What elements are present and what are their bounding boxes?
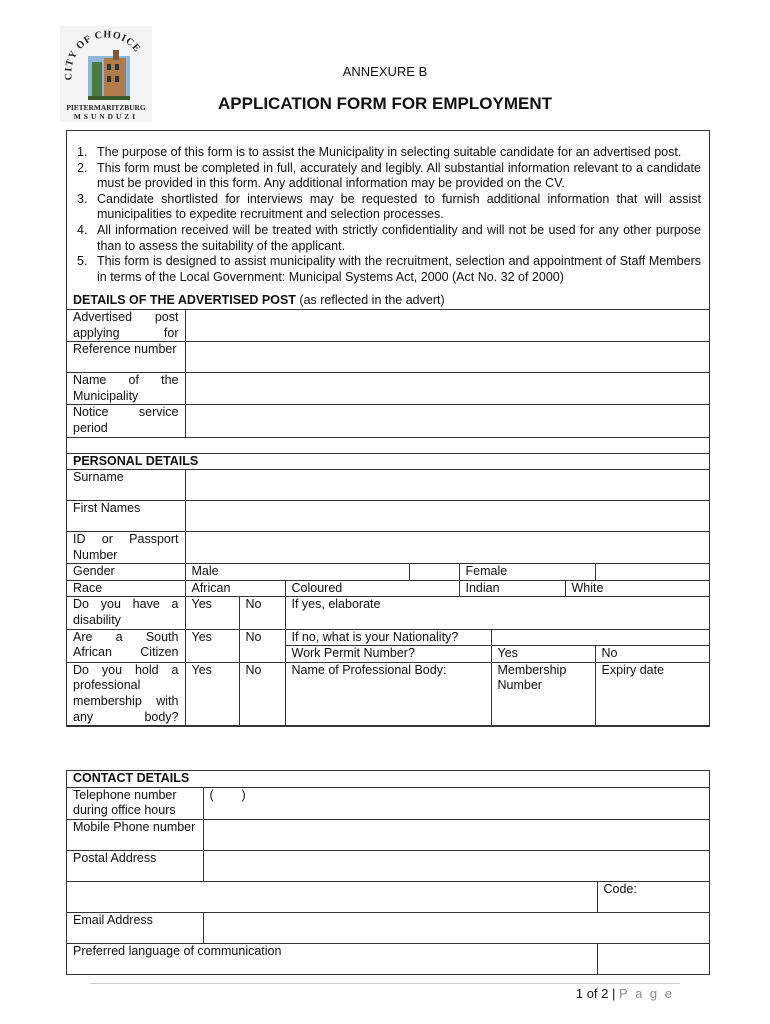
email-label: Email Address [67, 912, 203, 943]
surname-label: Surname [67, 470, 185, 501]
personal-details-heading: PERSONAL DETAILS [67, 454, 709, 470]
annexure-label: ANNEXURE B [342, 64, 428, 79]
page-number: 1 of 2 | P a g e [575, 986, 674, 1001]
personal-details-table [67, 454, 709, 727]
citizen-yes[interactable]: Yes [185, 629, 239, 662]
language-label: Preferred language of communication [67, 943, 597, 974]
postal-address-label: Postal Address [67, 850, 203, 881]
work-permit-yes[interactable]: Yes [491, 646, 595, 663]
work-permit-label: Work Permit Number? [285, 646, 491, 663]
membership-yes[interactable]: Yes [185, 662, 239, 725]
instructions-list [67, 131, 709, 293]
membership-number-label: Membership Number [491, 662, 595, 725]
footer-divider [90, 983, 680, 984]
id-field[interactable] [185, 532, 709, 564]
surname-field[interactable] [185, 470, 709, 501]
telephone-field[interactable]: ( ) [203, 787, 709, 819]
nationality-field[interactable] [491, 629, 709, 646]
membership-label: Do you hold a professional membership with any body? [67, 662, 185, 725]
mobile-field[interactable] [203, 819, 709, 850]
gender-male-box[interactable] [409, 564, 459, 581]
nationality-label: If no, what is your Nationality? [285, 629, 491, 646]
gender-female-box[interactable] [595, 564, 709, 581]
disability-yes[interactable]: Yes [185, 597, 239, 629]
contact-details-heading: CONTACT DETAILS [67, 771, 709, 787]
instruction-item: 3. Candidate shortlisted for interviews may be requested to furnish additional information that will assist municipalities to expedite recruitment and selection processes. [77, 191, 701, 222]
postal-code-label: Code: [597, 881, 709, 912]
race-white-label: White [565, 580, 709, 597]
page-title: APPLICATION FORM FOR EMPLOYMENT [217, 94, 552, 113]
instruction-item: 5. This form is designed to assist municipality with the recruitment, selection and appointment of Staff Members in terms of the Local Government: Municipal Systems Act, 2000 (Act No. 32 of 2000) [77, 254, 701, 284]
gender-male-label: Male [185, 564, 409, 581]
instruction-item: 2. This form must be completed in full, accurately and legibly. All substantial information relevant to a candidate must be provided in this form. Any additional information may be provided on the CV. [77, 160, 701, 191]
telephone-label: Telephone number during office hours [67, 787, 203, 819]
email-field[interactable] [203, 912, 709, 943]
language-field[interactable] [597, 943, 709, 974]
contact-details-section [66, 770, 710, 975]
gender-label: Gender [67, 564, 185, 581]
logo-line1: PIETERMARITZBURG [66, 103, 146, 112]
contact-details-table [67, 771, 709, 974]
advertised-post-table [67, 293, 709, 453]
first-names-field[interactable] [185, 501, 709, 532]
municipality-name-label: Name of the Municipality [67, 373, 185, 405]
race-indian-label: Indian [459, 580, 565, 597]
professional-body-label: Name of Professional Body: [285, 662, 491, 725]
instruction-item: 1. The purpose of this form is to assist the Municipality in selecting suitable candidate for an advertised post. [77, 145, 682, 159]
advertised-post-label: Advertised post applying for [67, 309, 185, 341]
race-african-label: African [185, 580, 285, 597]
race-coloured-label: Coloured [285, 580, 459, 597]
postal-address-line2[interactable] [67, 881, 597, 912]
first-names-label: First Names [67, 501, 185, 532]
instruction-item: 4. All information received will be treated with strictly confidentiality and will not be used for any other purpose than to assess the suitability of the applicant. [77, 222, 701, 253]
spacer-row [67, 437, 709, 453]
reference-number-field[interactable] [185, 342, 709, 373]
reference-number-label: Reference number [67, 342, 185, 373]
disability-label: Do you have a disability [67, 597, 185, 629]
postal-address-field[interactable] [203, 850, 709, 881]
advertised-post-heading: DETAILS OF THE ADVERTISED POST (as reflected in the advert) [67, 293, 709, 309]
gender-female-label: Female [459, 564, 595, 581]
logo-line2: MSUNDUZI [73, 112, 139, 121]
municipality-name-field[interactable] [185, 373, 709, 405]
mobile-label: Mobile Phone number [67, 819, 203, 850]
disability-no[interactable]: No [239, 597, 285, 629]
race-label: Race [67, 580, 185, 597]
advertised-post-field[interactable] [185, 309, 709, 341]
work-permit-no[interactable]: No [595, 646, 709, 663]
citizen-label: Are a South African Citizen [67, 629, 185, 662]
membership-no[interactable]: No [239, 662, 285, 725]
notice-period-label: Notice service period [67, 405, 185, 437]
application-form [66, 130, 710, 727]
disability-elaborate-label: If yes, elaborate [285, 597, 709, 629]
id-label: ID or Passport Number [67, 532, 185, 564]
notice-period-field[interactable] [185, 405, 709, 437]
citizen-no[interactable]: No [239, 629, 285, 662]
logo-arc-text: CITY OF CHOICE [63, 29, 143, 81]
expiry-date-label: Expiry date [595, 662, 709, 725]
